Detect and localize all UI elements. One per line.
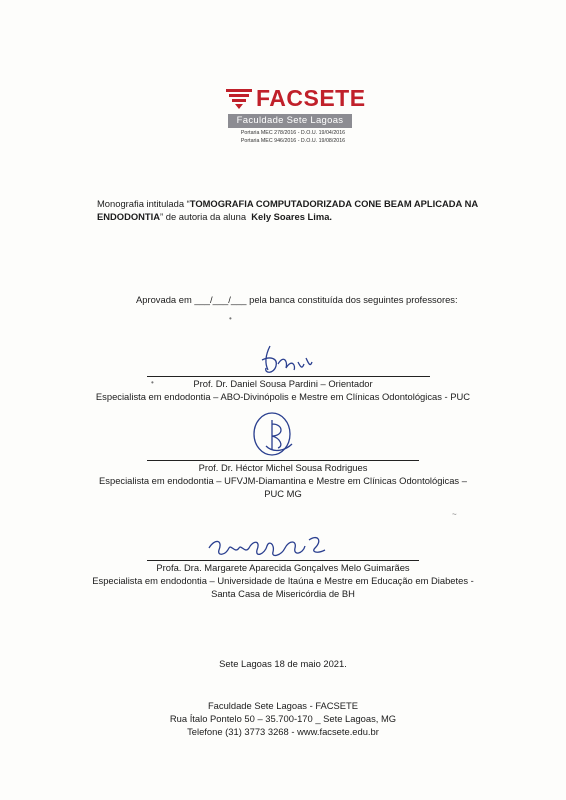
- monograph-title-part-1: TOMOGRAFIA COMPUTADORIZADA CONE BEAM APLICADA NA: [189, 198, 479, 209]
- examiner-3-credentials-line-2: Santa Casa de Misericórdia de BH: [211, 588, 355, 599]
- intro-line-1: [97, 198, 478, 210]
- logo-subtitle: Faculdade Sete Lagoas: [228, 114, 352, 128]
- signature-line-1: [147, 376, 430, 377]
- logo-portaria-1: Portaria MEC 278/2016 - D.O.U. 19/04/2016: [240, 130, 346, 136]
- scan-speck: ~: [452, 510, 457, 519]
- examiner-3-name: Profa. Dra. Margarete Aparecida Gonçalves Melo Guimarães: [156, 562, 410, 573]
- examiner-2-credentials-line-1: Especialista em endodontia – UFVJM-Diamantina e Mestre em Clínicas Odontológicas –: [99, 475, 467, 486]
- scan-speck: •: [229, 314, 232, 323]
- logo-portaria-2: Portaria MEC 946/2016 - D.O.U. 19/08/2016: [240, 138, 346, 144]
- signature-daniel-pardini: [258, 340, 322, 378]
- author-name: Kely Soares Lima.: [251, 211, 333, 222]
- signature-hector-rodrigues: [250, 410, 298, 460]
- monograph-title-part-2: ENDODONTIA: [97, 211, 161, 222]
- signature-line-3: [147, 560, 419, 561]
- scan-speck: •: [151, 378, 154, 387]
- examiner-1-name: Prof. Dr. Daniel Sousa Pardini – Orientador: [193, 378, 373, 389]
- logo-brand-name: FACSETE: [256, 85, 366, 111]
- footer-contact: Telefone (31) 3773 3268 - www.facsete.edu.br: [187, 726, 379, 737]
- footer-address: Rua Ítalo Pontelo 50 – 35.700-170 _ Sete Lagoas, MG: [169, 713, 397, 724]
- examiner-1-credentials: Especialista em endodontia – ABO-Divinópolis e Mestre em Clínicas Odontológicas - PUC: [95, 391, 471, 402]
- signature-line-2: [147, 460, 419, 461]
- intro-line-2: [97, 211, 332, 223]
- date-line: Sete Lagoas 18 de maio 2021.: [219, 658, 347, 669]
- intro-after-title: ” de autoria da aluna: [160, 211, 247, 222]
- examiner-3-credentials-line-1: Especialista em endodontia – Universidade de Itaúna e Mestre em Educação em Diabetes -: [92, 575, 474, 586]
- footer-institution: Faculdade Sete Lagoas - FACSETE: [207, 700, 359, 711]
- signature-margarete-guimaraes: [205, 530, 331, 564]
- examiner-2-credentials-line-2: PUC MG: [264, 488, 302, 499]
- intro-prefix: Monografia intitulada “: [97, 198, 190, 209]
- examiner-2-name: Prof. Dr. Héctor Michel Sousa Rodrigues: [198, 462, 368, 473]
- approval-statement: Aprovada em ___/___/___ pela banca constituída dos seguintes professores:: [136, 294, 458, 305]
- facsete-emblem-icon: [226, 89, 252, 109]
